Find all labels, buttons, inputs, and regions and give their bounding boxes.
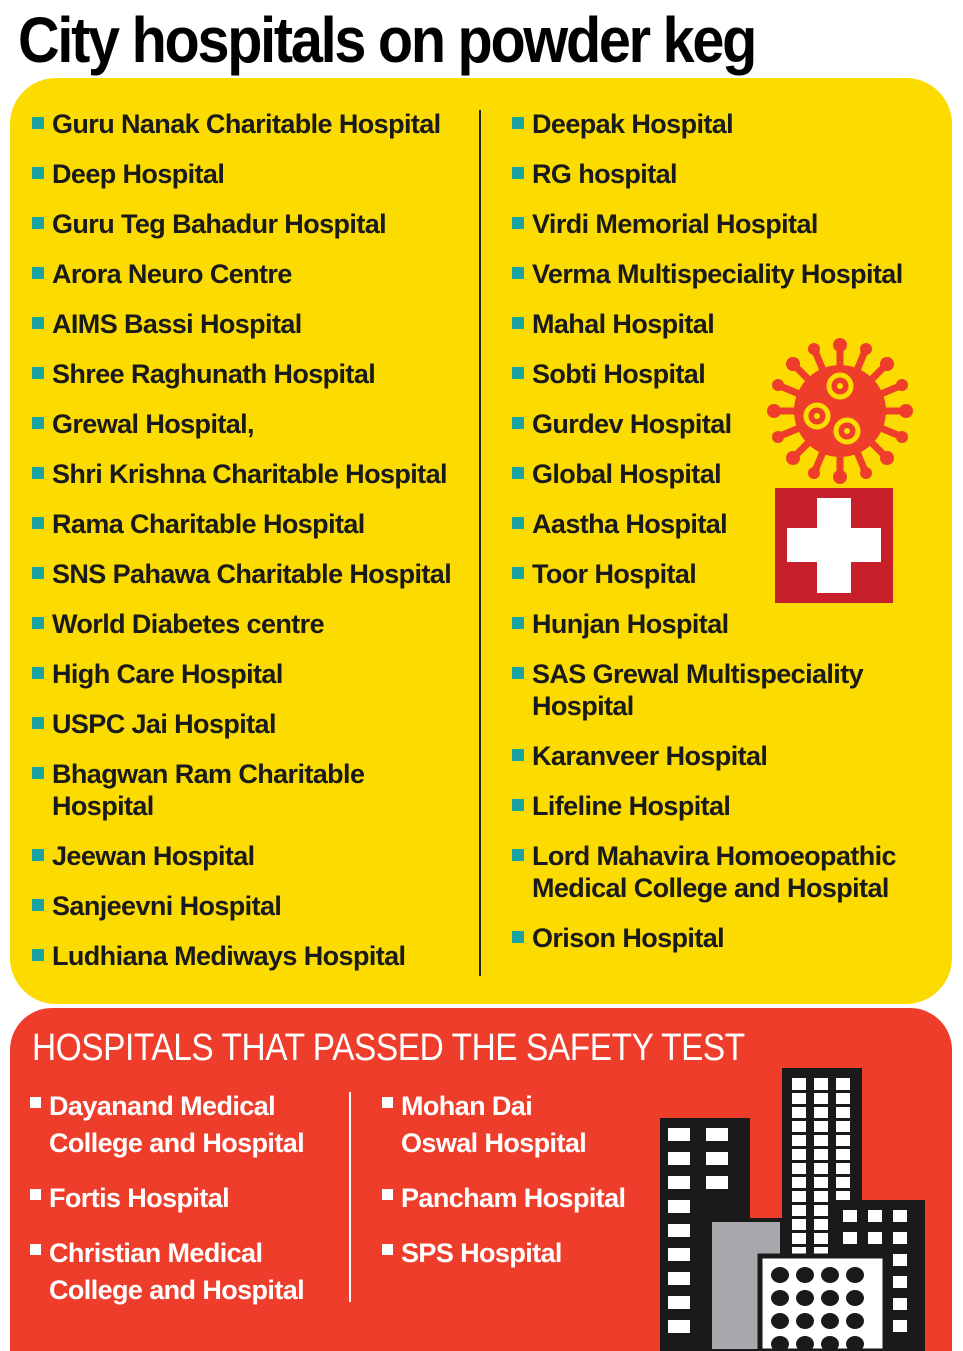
hospital-name: Shree Raghunath Hospital [52, 359, 376, 389]
bullet-icon [382, 1244, 393, 1255]
hospital-name: Gurdev Hospital [532, 409, 732, 439]
bullet-icon [30, 1189, 41, 1200]
bullet-icon [30, 1097, 41, 1108]
column-divider [479, 110, 481, 976]
passed-hospital-name: Christian Medical College and Hospital [49, 1238, 305, 1305]
hospital-item [32, 258, 477, 290]
passed-hospital-item [382, 1235, 662, 1272]
bullet-icon [512, 799, 524, 811]
passed-left-column [30, 1088, 340, 1327]
passed-hospital-item [30, 1088, 340, 1162]
bullet-icon [32, 417, 44, 429]
hospital-name: Hunjan Hospital [532, 609, 729, 639]
hospital-name: Lifeline Hospital [532, 791, 731, 821]
bullet-icon [512, 167, 524, 179]
bullet-icon [512, 931, 524, 943]
hospital-name: Arora Neuro Centre [52, 259, 292, 289]
bullet-icon [512, 849, 524, 861]
hospital-name: Shri Krishna Charitable Hospital [52, 459, 447, 489]
bullet-icon [32, 567, 44, 579]
hospital-name: Karanveer Hospital [532, 741, 768, 771]
hospital-item [32, 608, 477, 640]
hospital-item [32, 108, 477, 140]
bullet-icon [512, 417, 524, 429]
hospital-name: SAS Grewal Multispeciality Hospital [532, 659, 864, 721]
hospital-item [32, 758, 477, 822]
bullet-icon [32, 167, 44, 179]
hospital-item [512, 158, 942, 190]
hospital-name: Bhagwan Ram Charitable Hospital [52, 759, 365, 821]
passed-hospital-item [30, 1235, 340, 1309]
hospital-item [512, 108, 942, 140]
hospital-item [32, 208, 477, 240]
bullet-icon [32, 949, 44, 961]
bullet-icon [512, 117, 524, 129]
hospital-name: Sanjeevni Hospital [52, 891, 282, 921]
hospital-name: USPC Jai Hospital [52, 709, 276, 739]
bullet-icon [32, 767, 44, 779]
hospital-item [32, 940, 477, 972]
bullet-icon [512, 267, 524, 279]
hospital-item [32, 558, 477, 590]
hospital-name: Deepak Hospital [532, 109, 734, 139]
hospital-name: Grewal Hospital, [52, 409, 254, 439]
bullet-icon [32, 117, 44, 129]
hospitals-list-panel [10, 78, 952, 1004]
hospital-item [512, 208, 942, 240]
hospital-item [32, 840, 477, 872]
passed-right-column [382, 1088, 662, 1290]
hospital-name: Virdi Memorial Hospital [532, 209, 818, 239]
bullet-icon [512, 367, 524, 379]
bullet-icon [32, 899, 44, 911]
hospital-item [512, 740, 942, 772]
bullet-icon [32, 717, 44, 729]
hospital-name: Orison Hospital [532, 923, 725, 953]
hospital-item [32, 158, 477, 190]
hospital-name: Rama Charitable Hospital [52, 509, 365, 539]
bullet-icon [512, 749, 524, 761]
hospital-name: Toor Hospital [532, 559, 697, 589]
bullet-icon [512, 567, 524, 579]
bullet-icon [32, 217, 44, 229]
hospital-name: Guru Teg Bahadur Hospital [52, 209, 387, 239]
hospital-name: Mahal Hospital [532, 309, 715, 339]
passed-hospital-item [382, 1180, 662, 1217]
passed-hospital-item [30, 1180, 340, 1217]
hospital-name: AIMS Bassi Hospital [52, 309, 302, 339]
hospital-name: Ludhiana Mediways Hospital [52, 941, 406, 971]
bullet-icon [32, 617, 44, 629]
virus-icon [765, 336, 915, 486]
bullet-icon [512, 317, 524, 329]
hospital-item [32, 708, 477, 740]
bullet-icon [512, 617, 524, 629]
bullet-icon [32, 317, 44, 329]
bullet-icon [382, 1189, 393, 1200]
buildings-icon [660, 1060, 930, 1351]
bullet-icon [512, 667, 524, 679]
hospital-name: Global Hospital [532, 459, 722, 489]
hospital-item [32, 508, 477, 540]
left-hospital-column [32, 108, 477, 990]
bullet-icon [512, 217, 524, 229]
hospital-item [512, 790, 942, 822]
passed-hospital-item [382, 1088, 662, 1162]
hospital-name: Deep Hospital [52, 159, 225, 189]
hospital-item [32, 890, 477, 922]
hospital-name: Aastha Hospital [532, 509, 728, 539]
hospital-item [512, 658, 942, 722]
hospital-item [32, 458, 477, 490]
hospital-item [32, 358, 477, 390]
hospital-name: World Diabetes centre [52, 609, 324, 639]
hospital-item [512, 258, 942, 290]
hospital-item [512, 922, 942, 954]
bullet-icon [32, 467, 44, 479]
bullet-icon [32, 517, 44, 529]
hospital-item [32, 308, 477, 340]
hospital-name: Jeewan Hospital [52, 841, 255, 871]
hospital-name: Verma Multispeciality Hospital [532, 259, 903, 289]
passed-hospital-name: Dayanand Medical College and Hospital [49, 1091, 305, 1158]
hospital-item [512, 608, 942, 640]
hospital-name: Guru Nanak Charitable Hospital [52, 109, 441, 139]
bullet-icon [32, 267, 44, 279]
bullet-icon [512, 467, 524, 479]
hospital-item [32, 658, 477, 690]
bullet-icon [32, 849, 44, 861]
passed-hospital-name: Fortis Hospital [49, 1183, 230, 1213]
passed-hospital-name: SPS Hospital [401, 1238, 562, 1268]
hospital-name: High Care Hospital [52, 659, 283, 689]
hospital-name: Sobti Hospital [532, 359, 706, 389]
safety-passed-heading: HOSPITALS THAT PASSED THE SAFETY TEST [32, 1027, 745, 1069]
hospital-item [32, 408, 477, 440]
bullet-icon [512, 517, 524, 529]
passed-column-divider [349, 1092, 351, 1302]
hospital-name: RG hospital [532, 159, 677, 189]
bullet-icon [30, 1244, 41, 1255]
bullet-icon [32, 367, 44, 379]
hospital-name: Lord Mahavira Homoeopathic Medical College and Hospital [532, 841, 896, 903]
passed-hospital-name: Mohan Dai Oswal Hospital [401, 1091, 587, 1158]
page-title: City hospitals on powder keg [18, 4, 756, 76]
bullet-icon [32, 667, 44, 679]
hospital-name: SNS Pahawa Charitable Hospital [52, 559, 452, 589]
hospital-item [512, 840, 942, 904]
medical-cross-icon [775, 488, 893, 603]
passed-hospital-name: Pancham Hospital [401, 1183, 626, 1213]
safety-passed-panel [10, 1008, 952, 1351]
bullet-icon [382, 1097, 393, 1108]
